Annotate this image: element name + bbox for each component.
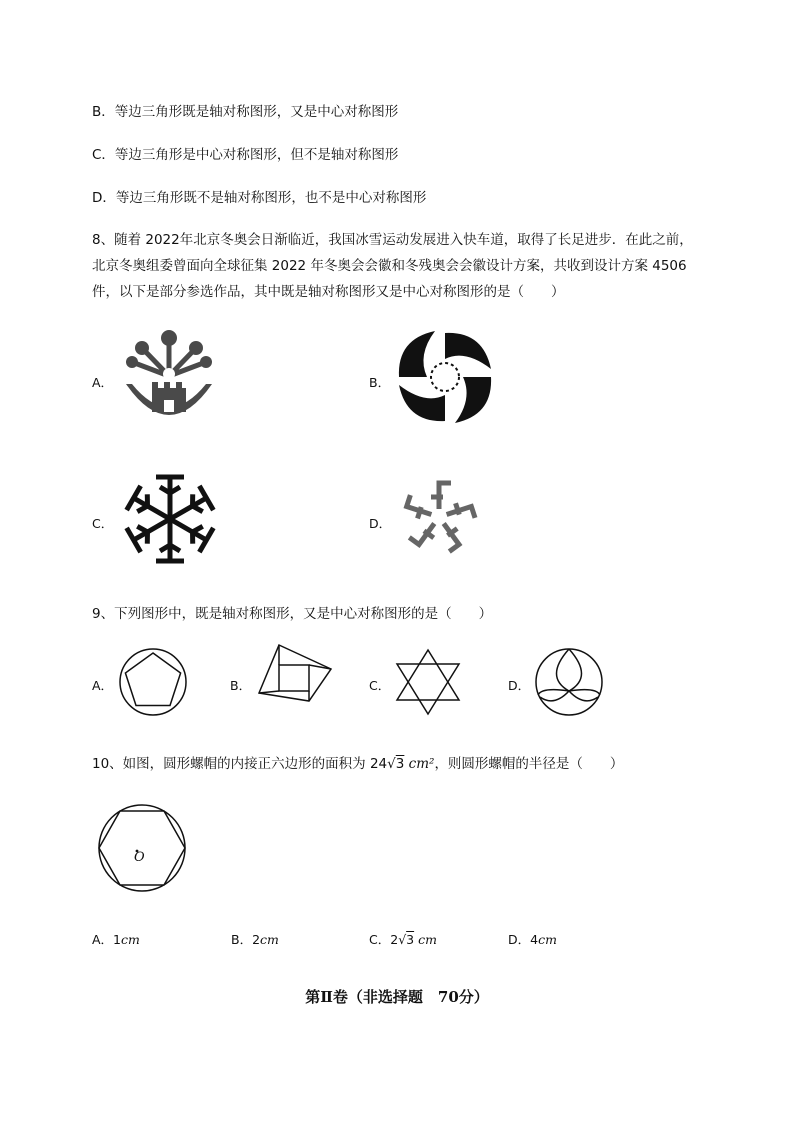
q9-option-a-label: A． <box>92 678 114 693</box>
q10-option-c-unit: cm <box>418 932 437 947</box>
q10-option-a-label: A．1 <box>92 932 122 947</box>
q10-figure-hexagon-in-circle <box>96 804 188 892</box>
q10-option-b-label: B．2 <box>231 932 261 947</box>
q8-emblem-b-image <box>395 329 495 425</box>
q10-option-c-label: C．2 <box>369 932 399 947</box>
q8-stem-line2: 北京冬奥组委曾面向全球征集 2022 年冬奥会会徽和冬残奥会会徽设计方案，共收到设计方案 4506 <box>92 258 687 274</box>
q8-stem-line1: 8、随着 2022年北京冬奥会日渐临近，我国冰雪运动发展进入快车道，取得了长足进步．在此之前， <box>92 232 693 248</box>
q9-option-b-label: B． <box>230 678 252 693</box>
q10-stem-post: ，则圆形螺帽的半径是（ ） <box>434 756 624 772</box>
q8-option-c-label: C． <box>92 516 114 531</box>
section-2-title: 第Ⅱ卷（非选择题 70分） <box>305 988 489 1006</box>
q10-stem <box>92 752 623 772</box>
q8-option-d-label: D． <box>369 516 392 531</box>
q8-option-b-label: B． <box>369 375 391 390</box>
q9-stem: 9、下列图形中，既是轴对称图形，又是中心对称图形的是（ ） <box>92 606 493 622</box>
q8-stem-line3: 件，以下是部分参选作品，其中既是轴对称图形又是中心对称图形的是（ ） <box>92 284 565 300</box>
q10-option-d-unit: cm <box>538 932 557 947</box>
q10-option-d <box>508 930 557 948</box>
q10-option-b-unit: cm <box>260 932 279 947</box>
q9-figure-d-circle-three-arcs <box>534 647 604 717</box>
q10-option-a-unit: cm <box>121 932 140 947</box>
q9-figure-c-hexagram <box>395 648 461 716</box>
q10-option-b <box>231 930 279 948</box>
sqrt-symbol: √ <box>398 932 407 947</box>
q7-option-b: B．等边三角形既是轴对称图形，又是中心对称图形 <box>92 104 399 120</box>
q9-option-c-label: C． <box>369 678 391 693</box>
q9-option-d-label: D． <box>508 678 531 693</box>
q8-emblem-c-image <box>122 472 218 566</box>
q10-option-a <box>92 930 140 948</box>
q8-emblem-d-image <box>393 472 485 562</box>
q8-emblem-a-image <box>122 326 216 430</box>
q8-option-a-label: A． <box>92 375 114 390</box>
q10-stem-pre: 10、如图，圆形螺帽的内接正六边形的面积为 24 <box>92 756 388 772</box>
q7-option-d: D．等边三角形既不是轴对称图形，也不是中心对称图形 <box>92 190 427 206</box>
q10-option-c-radicand: 3 <box>406 932 415 947</box>
q10-center-label: O <box>134 850 145 865</box>
q10-option-c <box>369 930 437 948</box>
q10-sqrt-radicand: 3 <box>395 756 405 772</box>
q10-option-d-label: D．4 <box>508 932 539 947</box>
q10-unit: cm² <box>408 756 435 772</box>
q9-figure-b-pinwheel-square <box>257 643 333 703</box>
q7-option-c: C．等边三角形是中心对称图形，但不是轴对称图形 <box>92 147 399 163</box>
sqrt-symbol: √ <box>387 756 396 772</box>
q9-figure-a-pentagon-in-circle <box>118 647 188 717</box>
